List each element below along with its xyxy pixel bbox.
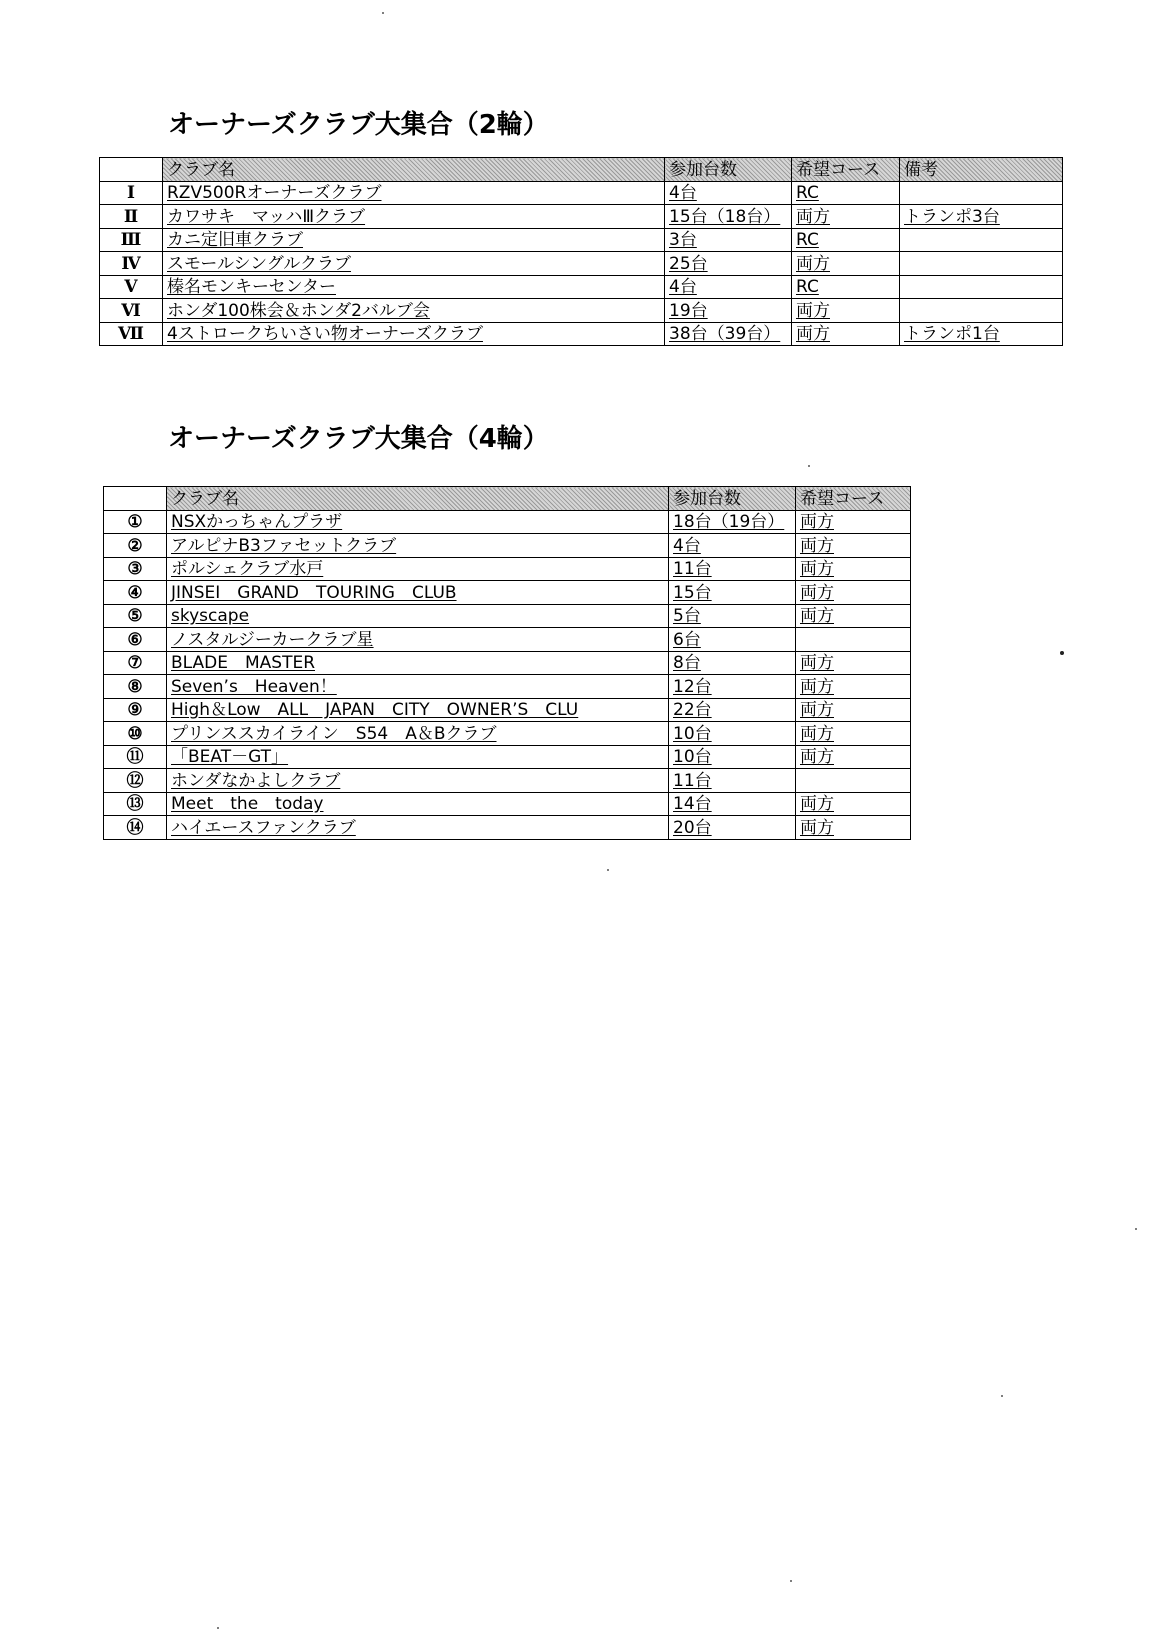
table-row — [104, 510, 911, 534]
header-note: 備考 — [900, 158, 1063, 182]
preferred-course: 両方 — [796, 581, 911, 605]
participant-count: 11台 — [669, 557, 796, 581]
header-club-name: クラブ名 — [163, 158, 665, 182]
row-index: Ⅳ — [100, 252, 163, 276]
preferred-course: 両方 — [796, 651, 911, 675]
table-row — [104, 792, 911, 816]
participant-count: 12台 — [669, 675, 796, 699]
table-row — [104, 581, 911, 605]
table-row — [100, 205, 1063, 229]
table-row — [104, 745, 911, 769]
participant-count: 11台 — [669, 769, 796, 793]
preferred-course: 両方 — [796, 816, 911, 840]
club-name: skyscape — [167, 604, 669, 628]
participant-count: 6台 — [669, 628, 796, 652]
scan-speck — [217, 1627, 219, 1629]
participant-count: 20台 — [669, 816, 796, 840]
preferred-course: 両方 — [796, 745, 911, 769]
preferred-course: 両方 — [792, 299, 900, 323]
table-header-row — [100, 158, 1063, 182]
club-name: 「BEAT－GT」 — [167, 745, 669, 769]
club-name: ノスタルジーカークラブ星 — [167, 628, 669, 652]
table-4wheel-clubs — [103, 486, 911, 840]
participant-count: 4台 — [669, 534, 796, 558]
table-row — [104, 604, 911, 628]
table-row — [104, 557, 911, 581]
participant-count: 10台 — [669, 745, 796, 769]
preferred-course: RC — [792, 181, 900, 205]
club-name: プリンススカイライン S54 A＆Bクラブ — [167, 722, 669, 746]
preferred-course: 両方 — [796, 698, 911, 722]
preferred-course: RC — [792, 275, 900, 299]
scan-speck — [790, 1580, 792, 1582]
section-title-4wheel: オーナーズクラブ大集合（4輪） — [168, 424, 549, 454]
table-row — [104, 628, 911, 652]
participant-count: 10台 — [669, 722, 796, 746]
row-index: Ⅶ — [100, 322, 163, 346]
remarks — [900, 252, 1063, 276]
scan-speck — [1135, 1228, 1137, 1230]
row-index: Ⅲ — [100, 228, 163, 252]
header-index — [100, 158, 163, 182]
participant-count: 19台 — [665, 299, 792, 323]
row-index: Ⅱ — [100, 205, 163, 229]
club-name: High＆Low ALL JAPAN CITY OWNER’S CLU — [167, 698, 669, 722]
table-row — [104, 534, 911, 558]
remarks — [900, 275, 1063, 299]
preferred-course: RC — [792, 228, 900, 252]
participant-count: 25台 — [665, 252, 792, 276]
row-index: ③ — [104, 557, 167, 581]
table-row — [100, 322, 1063, 346]
participant-count: 18台（19台） — [669, 510, 796, 534]
club-name: カニ定旧車クラブ — [163, 228, 665, 252]
header-count: 参加台数 — [669, 487, 796, 511]
preferred-course — [796, 628, 911, 652]
club-name: RZV500Rオーナーズクラブ — [163, 181, 665, 205]
row-index: ⑭ — [104, 816, 167, 840]
table-row — [100, 299, 1063, 323]
row-index: ② — [104, 534, 167, 558]
club-name: ホンダ100株会＆ホンダ2バルブ会 — [163, 299, 665, 323]
club-name: スモールシングルクラブ — [163, 252, 665, 276]
row-index: ⑦ — [104, 651, 167, 675]
table-row — [104, 651, 911, 675]
remarks — [900, 299, 1063, 323]
row-index: ⑨ — [104, 698, 167, 722]
row-index: ⑩ — [104, 722, 167, 746]
table-header-row — [104, 487, 911, 511]
row-index: Ⅴ — [100, 275, 163, 299]
preferred-course — [796, 769, 911, 793]
header-club-name: クラブ名 — [167, 487, 669, 511]
row-index: ⑬ — [104, 792, 167, 816]
preferred-course: 両方 — [796, 510, 911, 534]
participant-count: 8台 — [669, 651, 796, 675]
table-row — [104, 769, 911, 793]
row-index: ⑤ — [104, 604, 167, 628]
row-index: ⑪ — [104, 745, 167, 769]
header-course: 希望コース — [796, 487, 911, 511]
scan-speck — [1060, 651, 1064, 655]
row-index: ⑧ — [104, 675, 167, 699]
scan-speck — [808, 465, 810, 467]
table-row — [104, 816, 911, 840]
club-name: ポルシェクラブ水戸 — [167, 557, 669, 581]
participant-count: 15台（18台） — [665, 205, 792, 229]
scan-speck — [382, 12, 384, 14]
table-row — [100, 275, 1063, 299]
club-name: BLADE MASTER — [167, 651, 669, 675]
preferred-course: 両方 — [796, 722, 911, 746]
club-name: カワサキ マッハⅢクラブ — [163, 205, 665, 229]
table-row — [100, 181, 1063, 205]
club-name: 榛名モンキーセンター — [163, 275, 665, 299]
section-title-2wheel: オーナーズクラブ大集合（2輪） — [168, 110, 549, 140]
preferred-course: 両方 — [792, 205, 900, 229]
remarks — [900, 228, 1063, 252]
table-row — [104, 675, 911, 699]
remarks: トランポ1台 — [900, 322, 1063, 346]
table-2wheel-clubs — [99, 157, 1063, 346]
row-index: Ⅰ — [100, 181, 163, 205]
remarks — [900, 181, 1063, 205]
preferred-course: 両方 — [796, 557, 911, 581]
header-index — [104, 487, 167, 511]
preferred-course: 両方 — [796, 604, 911, 628]
row-index: ⑫ — [104, 769, 167, 793]
participant-count: 22台 — [669, 698, 796, 722]
club-name: アルピナB3ファセットクラブ — [167, 534, 669, 558]
club-name: ハイエースファンクラブ — [167, 816, 669, 840]
remarks: トランポ3台 — [900, 205, 1063, 229]
participant-count: 4台 — [665, 181, 792, 205]
participant-count: 5台 — [669, 604, 796, 628]
club-name: ホンダなかよしクラブ — [167, 769, 669, 793]
preferred-course: 両方 — [792, 322, 900, 346]
participant-count: 15台 — [669, 581, 796, 605]
club-name: NSXかっちゃんプラザ — [167, 510, 669, 534]
row-index: ① — [104, 510, 167, 534]
row-index: Ⅵ — [100, 299, 163, 323]
participant-count: 38台（39台） — [665, 322, 792, 346]
preferred-course: 両方 — [796, 675, 911, 699]
participant-count: 3台 — [665, 228, 792, 252]
club-name: Seven’s Heaven！ — [167, 675, 669, 699]
table-row — [100, 228, 1063, 252]
participant-count: 4台 — [665, 275, 792, 299]
participant-count: 14台 — [669, 792, 796, 816]
scan-speck — [1001, 1395, 1003, 1397]
club-name: Meet the today — [167, 792, 669, 816]
preferred-course: 両方 — [796, 534, 911, 558]
preferred-course: 両方 — [792, 252, 900, 276]
header-course: 希望コース — [792, 158, 900, 182]
table-row — [104, 698, 911, 722]
club-name: 4ストロークちいさい物オーナーズクラブ — [163, 322, 665, 346]
row-index: ⑥ — [104, 628, 167, 652]
scan-speck — [607, 869, 609, 871]
table-row — [104, 722, 911, 746]
row-index: ④ — [104, 581, 167, 605]
club-name: JINSEI GRAND TOURING CLUB — [167, 581, 669, 605]
header-count: 参加台数 — [665, 158, 792, 182]
preferred-course: 両方 — [796, 792, 911, 816]
table-row — [100, 252, 1063, 276]
